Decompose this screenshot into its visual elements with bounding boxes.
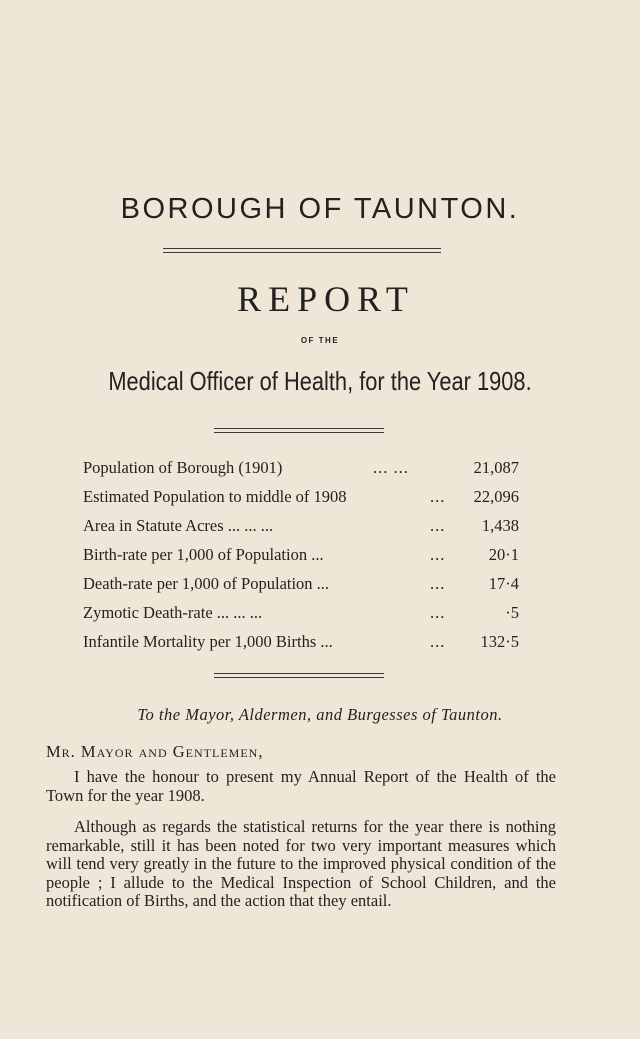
statistics-table (83, 453, 523, 656)
stat-row (83, 540, 523, 569)
stat-value: 132·5 (480, 632, 519, 651)
report-heading: REPORT (237, 279, 415, 319)
letter-paragraph: I have the honour to present my Annual Report of the Health of the Town for the year 1908. (46, 767, 556, 805)
stat-label: Death-rate per 1,000 of Population ... (83, 574, 330, 593)
stat-row (83, 627, 523, 656)
stat-dots: ... (430, 487, 446, 506)
stat-row (83, 569, 523, 598)
stat-value: 21,087 (473, 458, 519, 477)
stat-label: Estimated Population to middle of 1908 (83, 487, 347, 506)
stat-value: ·5 (505, 603, 519, 622)
stat-dots: ... (430, 516, 446, 535)
stat-dots: ... (430, 632, 446, 651)
of-the-label: OF THE (300, 336, 340, 345)
stat-label: Birth-rate per 1,000 of Population ... (83, 545, 324, 564)
stat-dots: ... ... (373, 458, 409, 477)
stat-value: 17·4 (488, 574, 519, 593)
letter-address: To the Mayor, Aldermen, and Burgesses of Taunton. (137, 705, 503, 724)
double-rule-top (163, 248, 441, 253)
stat-row (83, 511, 523, 540)
letter-paragraph: Although as regards the statistical returns for the year there is nothing remarkable, still it has been noted for two very important measures which will tend very greatly in the future to the improved physical condition of the people ; I allude to the Medical Inspection of School Children, and the notification of Births, and the action that they entail. (46, 817, 556, 910)
double-rule-bottom (214, 673, 384, 678)
stat-label: Population of Borough (1901) (83, 458, 283, 477)
stat-dots: ... (430, 574, 446, 593)
report-subtitle: Medical Officer of Health, for the Year 1908. (108, 366, 532, 396)
stat-row (83, 598, 523, 627)
double-rule-middle (214, 428, 384, 433)
stat-label: Zymotic Death-rate ... ... ... (83, 603, 263, 622)
stat-value: 22,096 (473, 487, 519, 506)
stat-label: Infantile Mortality per 1,000 Births ... (83, 632, 333, 651)
stat-dots: ... (430, 603, 446, 622)
borough-heading: BOROUGH OF TAUNTON. (120, 193, 520, 225)
stat-value: 20·1 (488, 545, 519, 564)
stat-row (83, 482, 523, 511)
stat-row (83, 453, 523, 482)
stat-dots: ... (430, 545, 446, 564)
letter-salutation: Mr. Mayor and Gentlemen, (46, 742, 264, 761)
stat-label: Area in Statute Acres ... ... ... (83, 516, 274, 535)
stat-value: 1,438 (481, 516, 519, 535)
